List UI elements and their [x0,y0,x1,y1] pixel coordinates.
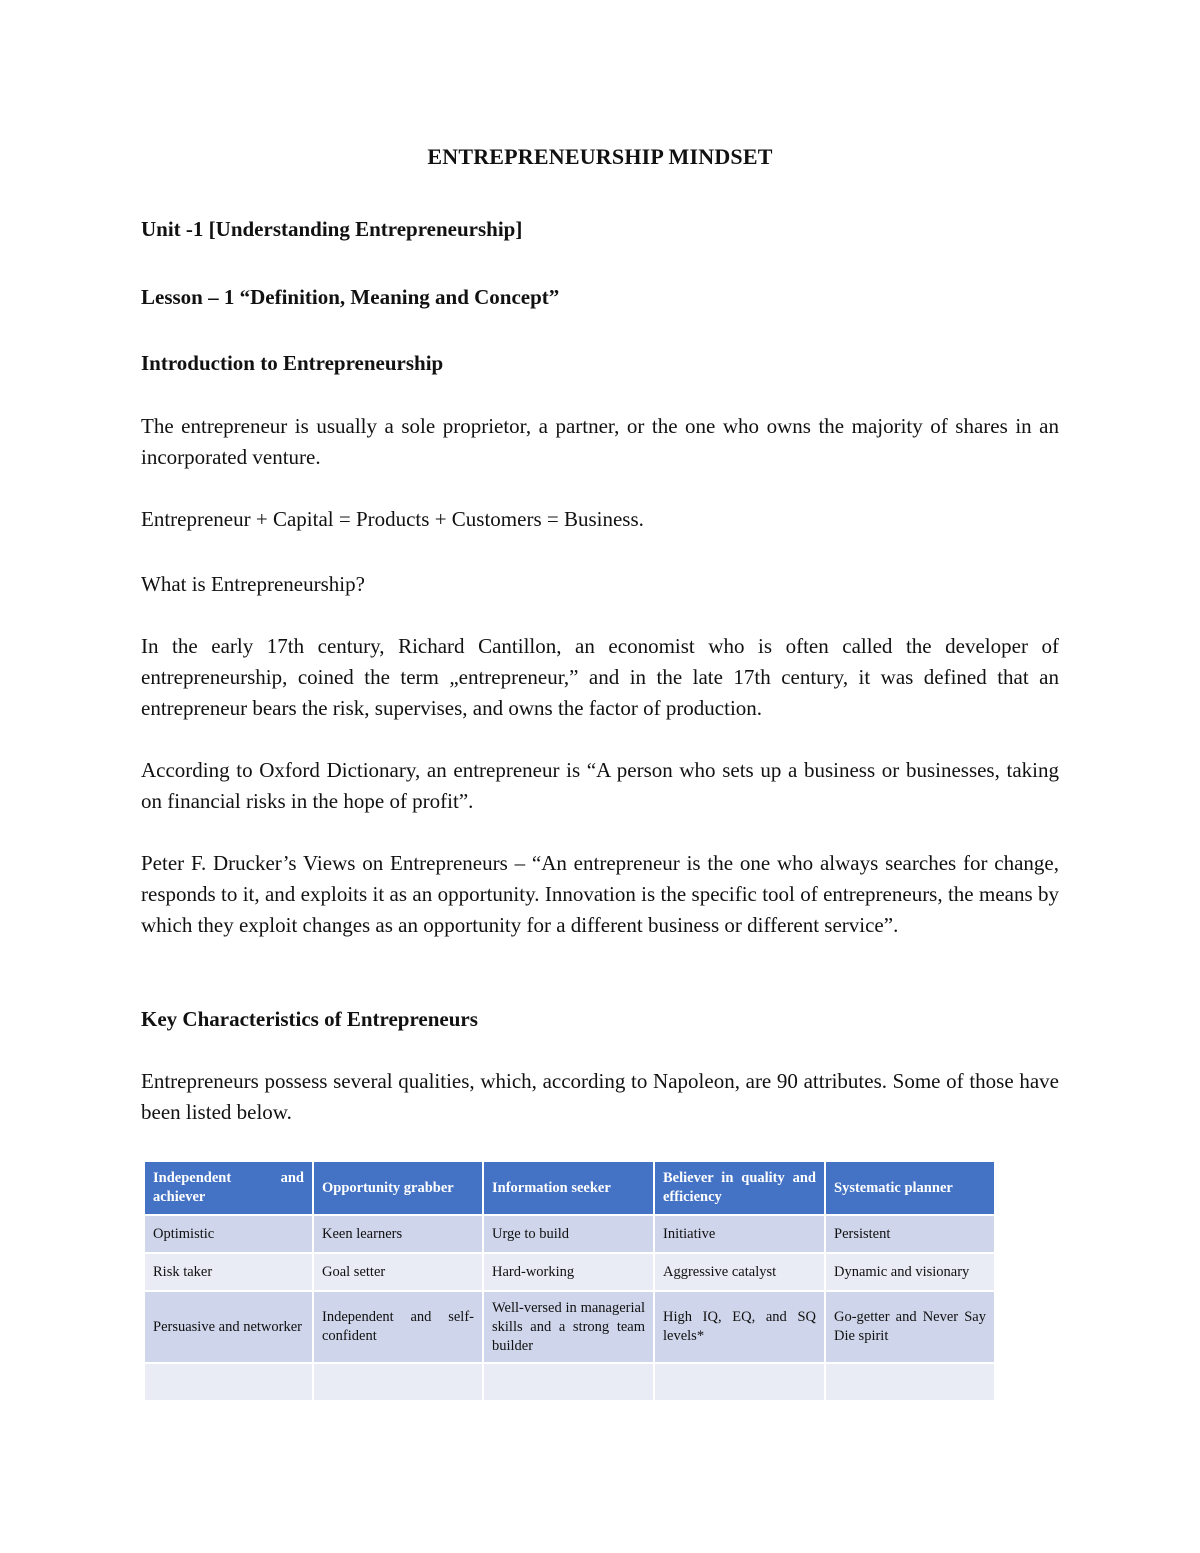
table-header-cell: Believer in quality and efficiency [654,1161,825,1215]
table-cell: Independent and self-confident [313,1291,483,1363]
table-header-cell: Systematic planner [825,1161,995,1215]
document-title: ENTREPRENEURSHIP MINDSET [427,144,773,169]
table-cell [654,1363,825,1401]
table-cell: Aggressive catalyst [654,1253,825,1291]
table-row [144,1363,995,1401]
table-cell: Urge to build [483,1215,654,1253]
key-characteristics-heading: Key Characteristics of Entrepreneurs [141,1007,478,1031]
characteristics-table [143,1160,996,1402]
table-row [144,1291,995,1363]
paragraph-drucker: Peter F. Drucker’s Views on Entrepreneurs – “An entrepreneur is the one who always searches for change, responds to it, and exploits it as an opportunity. Innovation is the specific tool of entrepreneurs, the means by which they exploit changes as an opportunity for a different business or different service”. [141,851,1059,937]
table-header-cell: Information seeker [483,1161,654,1215]
unit-heading: Unit -1 [Understanding Entrepreneurship] [141,217,523,241]
table-cell: Optimistic [144,1215,313,1253]
table-header-cell: Opportunity grabber [313,1161,483,1215]
table-cell: Persuasive and networker [144,1291,313,1363]
table-cell [483,1363,654,1401]
paragraph-business-formula: Entrepreneur + Capital = Products + Customers = Business. [141,507,644,531]
table-cell: Well-versed in managerial skills and a strong team builder [483,1291,654,1363]
table-row [144,1215,995,1253]
table-cell: Hard-working [483,1253,654,1291]
table-cell: Goal setter [313,1253,483,1291]
table-cell: Go-getter and Never Say Die spirit [825,1291,995,1363]
table-cell [144,1363,313,1401]
intro-heading: Introduction to Entrepreneurship [141,351,444,375]
table-cell: Keen learners [313,1215,483,1253]
table-row [144,1253,995,1291]
paragraph-entrepreneur-definition: The entrepreneur is usually a sole proprietor, a partner, or the one who owns the majority of shares in an incorporated venture. [141,414,1059,469]
characteristics-table-wrapper [143,1160,994,1402]
table-cell: Risk taker [144,1253,313,1291]
paragraph-question: What is Entrepreneurship? [141,572,365,596]
table-cell [313,1363,483,1401]
lesson-heading: Lesson – 1 “Definition, Meaning and Concept” [141,285,560,309]
table-cell: Initiative [654,1215,825,1253]
table-header-row [144,1161,995,1215]
table-cell: Persistent [825,1215,995,1253]
paragraph-cantillon: In the early 17th century, Richard Cantillon, an economist who is often called the developer of entrepreneurship, coined the term „entrepreneur,” and in the late 17th century, it was defined that an entrepreneur bears the risk, supervises, and owns the factor of production. [141,634,1059,720]
table-cell [825,1363,995,1401]
table-header-cell: Independent and achiever [144,1161,313,1215]
table-cell: Dynamic and visionary [825,1253,995,1291]
paragraph-qualities: Entrepreneurs possess several qualities, which, according to Napoleon, are 90 attributes. Some of those have been listed below. [141,1069,1059,1124]
table-cell: High IQ, EQ, and SQ levels* [654,1291,825,1363]
paragraph-oxford: According to Oxford Dictionary, an entrepreneur is “A person who sets up a business or businesses, taking on financial risks in the hope of profit”. [141,758,1059,813]
